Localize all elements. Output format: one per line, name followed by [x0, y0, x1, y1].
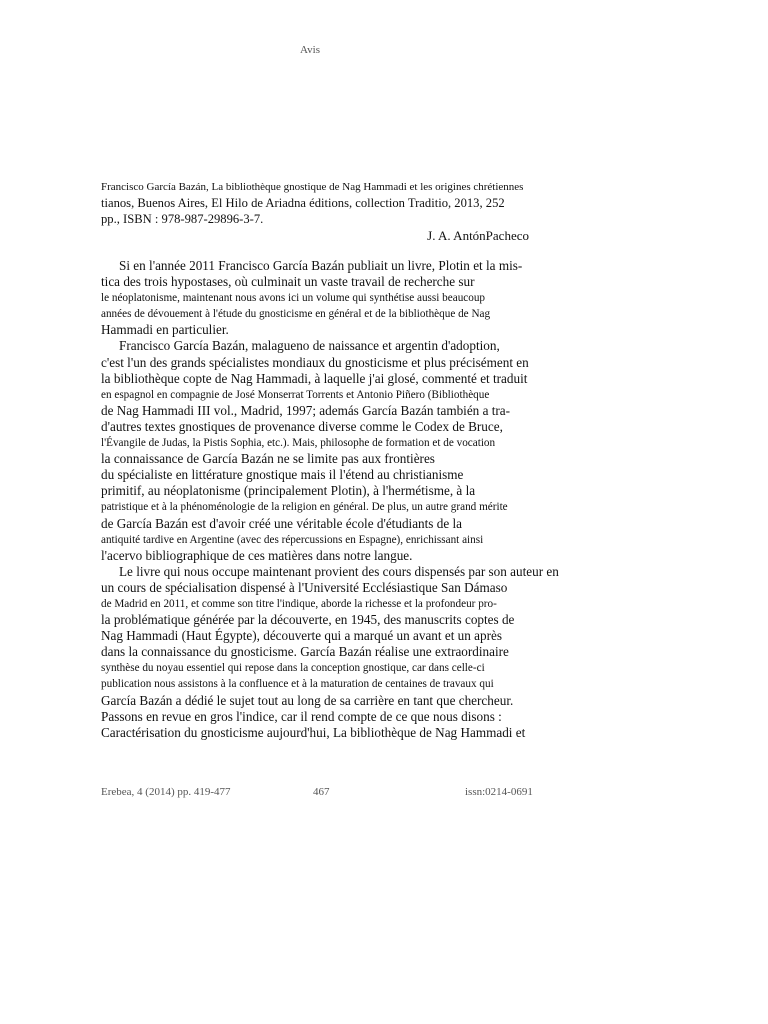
bibliographic-reference: [101, 178, 601, 227]
body-line: la connaissance de García Bazán ne se limite pas aux frontières: [101, 451, 435, 467]
body-line: García Bazán a dédié le sujet tout au long de sa carrière en tant que chercheur.: [101, 692, 514, 708]
body-line: de Madrid en 2011, et comme son titre l'indique, aborde la richesse et la profondeur pro-: [101, 597, 497, 610]
body-line: c'est l'un des grands spécialistes mondiaux du gnosticisme et plus précisément en: [101, 354, 529, 370]
body-line: Passons en revue en gros l'indice, car il rend compte de ce que nous disons :: [101, 708, 502, 724]
body-line: Le livre qui nous occupe maintenant provient des cours dispensés par son auteur en: [119, 563, 559, 579]
body-line: Francisco García Bazán, malagueno de naissance et argentin d'adoption,: [119, 338, 500, 354]
body-line: primitif, au néoplatonisme (principalement Plotin), à l'hermétisme, à la: [101, 483, 476, 499]
body-line: d'autres textes gnostiques de provenance diverse comme le Codex de Bruce,: [101, 418, 503, 434]
body-line: la bibliothèque copte de Nag Hammadi, à laquelle j'ai glosé, commenté et traduit: [101, 370, 528, 386]
biblio-line: pp., ISBN : 978-987-29896-3-7.: [101, 212, 264, 226]
issn: issn:0214-0691: [465, 786, 533, 798]
body-line: tica des trois hypostases, où culminait un vaste travail de recherche sur: [101, 274, 475, 290]
page-number: 467: [313, 786, 330, 798]
body-line: de Nag Hammadi III vol., Madrid, 1997; además García Bazán también a tra-: [101, 402, 511, 418]
body-line: l'acervo bibliographique de ces matières dans notre langue.: [101, 547, 413, 563]
biblio-line: Francisco García Bazán, La bibliothèque gnostique de Nag Hammadi et les origines chrétiennes: [101, 181, 524, 193]
body-line: patristique et à la phénoménologie de la religion en général. De plus, un autre grand mérite: [101, 501, 508, 514]
reviewer-name: J. A. AntónPacheco: [427, 228, 529, 243]
body-line: de García Bazán est d'avoir créé une véritable école d'étudiants de la: [101, 515, 463, 531]
body-line: synthèse du noyau essentiel qui repose dans la conception gnostique, car dans celle-ci: [101, 662, 485, 675]
body-line: dans la connaissance du gnosticisme. García Bazán réalise une extraordinaire: [101, 644, 509, 660]
biblio-line: tianos, Buenos Aires, El Hilo de Ariadna éditions, collection Traditio, 2013, 252: [101, 196, 505, 210]
body-line: Caractérisation du gnosticisme aujourd'hui, La bibliothèque de Nag Hammadi et: [101, 724, 526, 740]
body-line: la problématique générée par la découverte, en 1945, des manuscrits coptes de: [101, 612, 515, 628]
body-line: l'Évangile de Judas, la Pistis Sophia, etc.). Mais, philosophe de formation et de vocation: [101, 437, 496, 450]
body-line: Si en l'année 2011 Francisco García Bazán publiait un livre, Plotin et la mis-: [119, 258, 523, 273]
body-line: du spécialiste en littérature gnostique mais il l'étend au christianisme: [101, 467, 464, 483]
body-line: Nag Hammadi (Haut Égypte), découverte qui a marqué un avant et un après: [101, 628, 502, 644]
body-line: publication nous assistons à la confluence et à la maturation de centaines de travaux qui: [101, 678, 494, 691]
body-line: le néoplatonisme, maintenant nous avons ici un volume qui synthétise aussi beaucoup: [101, 292, 486, 305]
body-line: un cours de spécialisation dispensé à l'Université Ecclésiastique San Dámaso: [101, 579, 508, 595]
body-line: antiquité tardive en Argentine (avec des répercussions en Espagne), enrichissant ainsi: [101, 533, 484, 546]
review-body: [101, 258, 566, 741]
body-line: années de dévouement à l'étude du gnosticisme en général et de la bibliothèque de Nag: [101, 308, 491, 321]
journal-citation: Erebea, 4 (2014) pp. 419-477: [101, 786, 231, 798]
running-head: Avis: [300, 44, 320, 56]
body-line: en espagnol en compagnie de José Monserrat Torrents et Antonio Piñero (Bibliothèque: [101, 388, 490, 401]
body-line: Hammadi en particulier.: [101, 322, 229, 338]
